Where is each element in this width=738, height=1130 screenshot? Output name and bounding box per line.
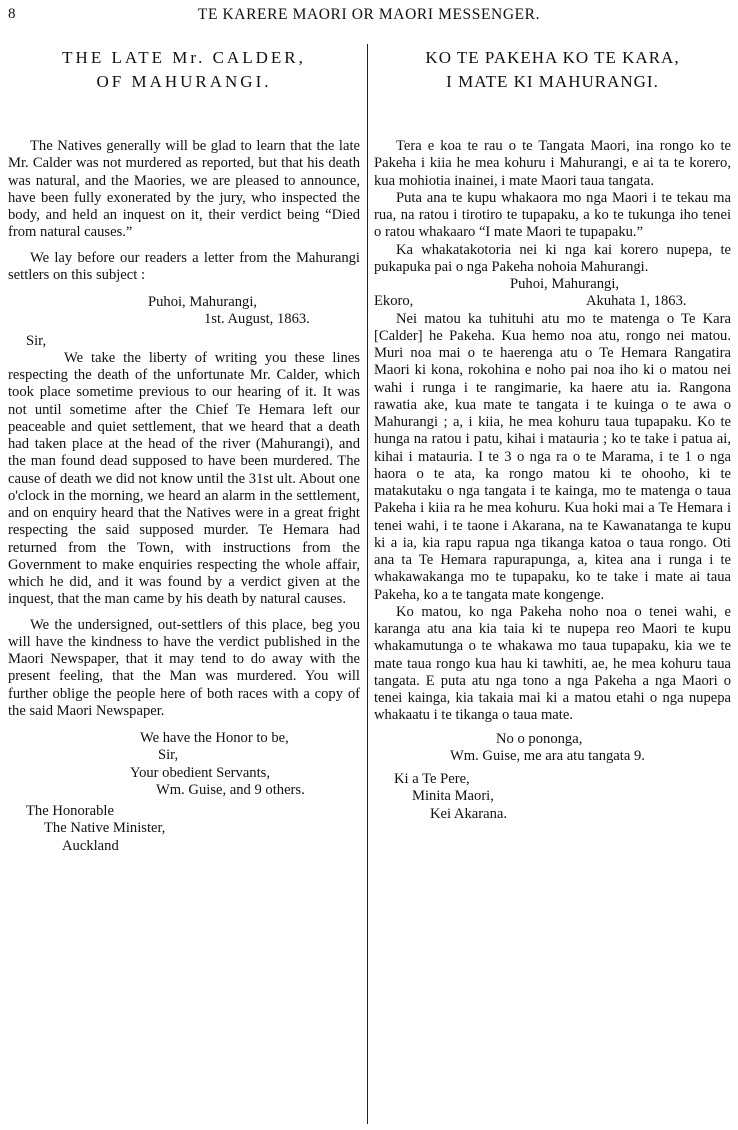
maori-signature: Wm. Guise, me ara atu tangata 9.	[450, 747, 645, 764]
maori-address-3: Kei Akarana.	[430, 805, 507, 822]
maori-article-title	[374, 46, 731, 94]
maori-paragraph-2: Puta ana te kupu whakaora mo nga Maori i te tekau ma rua, na ratou i tirotiro te tupapaku, a ko te tukunga iho tenei o ratou whakaaro “I mate Maori te tupapaku.”	[374, 189, 731, 241]
english-article-title	[8, 46, 360, 94]
english-closing-3: Your obedient Servants,	[130, 764, 270, 781]
maori-closing: No o pononga,	[496, 730, 583, 747]
english-signature: Wm. Guise, and 9 others.	[156, 781, 305, 798]
english-letter-intro: We lay before our readers a letter from the Mahurangi settlers on this subject :	[8, 249, 360, 283]
english-column	[8, 40, 360, 855]
english-address-1: The Honorable	[26, 803, 114, 819]
maori-address-2: Minita Maori,	[412, 788, 494, 805]
maori-address-1: Ki a Te Pere,	[394, 771, 470, 787]
english-intro-paragraph: The Natives generally will be glad to learn that the late Mr. Calder was not murdered as reported, but that his death was natural, and the Maories, we are pleased to announce, have been fully exonerated by the jury, who inspected the body, and held an inquest on it, their verdict being “Died from natural causes.”	[8, 138, 360, 241]
english-closing-2: Sir,	[158, 747, 179, 764]
maori-letter-body-1: Nei matou ka tuhituhi atu mo te matenga o Te Kara [Calder] he Pakeha. Kua hemo noa atu, rongo nei matou. Muri noa mai o te haerenga atu o Te Hemara Rangatira Maori ki kona, rokohina e noho pai noa iho ki o matou nei wahi i runga i te rangimarie, ka haere atu ia. Rangona rawatia ake, kua mate te tangata i te kuinga o te awa o Mahurangi ; a, i kiia, he mea kohuru taua tupapaku. Ko te hunga na ratou i patu, kihai i matauria ; ko te take i patua ai, kihai i matauria. I te 3 o nga ra o te Marama, i te 1 o nga haora o te ata, ka rongo matou ki te ohooho, ki te matakutaku o nga tangata i te kainga, mo te matenga o taua Pakeha i kiia ra he mea kohuru. Kua hoki mai a Te Hemara i tenei wahi, i te taone i Akarana, na te Kawanatanga te kupu ki a ia, kia rapu rapua nga tikanga katoa o taua rongo. Oti ana ta Te Hemara rapurapunga, a, kitea ana i runga i te whakawakanga mo te tupapaku, ko te take i mate ai taua Pakeha, ko a te tangata mate kongenge.	[374, 310, 731, 603]
english-letter-date: 1st. August, 1863.	[204, 311, 310, 328]
english-title-line-2: OF MAHURANGI.	[96, 72, 272, 91]
page-number: 8	[8, 6, 16, 22]
running-title: TE KARERE MAORI OR MAORI MESSENGER.	[197, 6, 541, 23]
english-address-3: Auckland	[62, 837, 119, 854]
maori-paragraph-3: Ka whakatakotoria nei ki nga kai korero nupepa, te pukapuka pai o nga Pakeha nohoia Mahurangi.	[374, 241, 731, 275]
english-letter-place: Puhoi, Mahurangi,	[148, 294, 258, 310]
english-letter-body-2: We the undersigned, out-settlers of this place, beg you will have the kindness to have the verdict published in the Maori Newspaper, that it may tend to do away with the present feeling, that the Man was murdered. You will further oblige the people here of both races with a copy of the said Maori Newspaper.	[8, 616, 360, 719]
maori-letter-dateline	[374, 293, 731, 310]
english-closing-1: We have the Honor to be,	[140, 730, 289, 746]
maori-letter-body-2: Ko matou, ko nga Pakeha noho noa o tenei wahi, e karanga atu ana kia taia ki te nupepa reo Maori te kupu whakamutunga o te whakawa mo taua tupapaku, kia we te mate taua rongo kua hau ki tawhiti, ae, he mea kohuru taua tangata. E puta atu nga tono a nga Pakeha a nga Maori o tenei kainga, kia takaia mai ki a matou etahi o nga nupepa whakaatu i te tikanga o taua mate.	[374, 603, 731, 724]
maori-letter-salutation: Ekoro,	[374, 293, 414, 310]
maori-letter-place: Puhoi, Mahurangi,	[510, 276, 620, 292]
maori-title-line-2: I MATE KI MAHURANGI.	[446, 72, 659, 91]
maori-letter-date: Akuhata 1, 1863.	[586, 293, 687, 310]
maori-paragraph-1: Tera e koa te rau o te Tangata Maori, ina rongo ko te Pakeha i kiia he mea kohuru i Mahurangi, e ai ta te korero, kua mohiotia inainei, i mate Maori taua tangata.	[374, 138, 731, 189]
maori-column	[374, 40, 731, 823]
english-letter-salutation: Sir,	[26, 332, 47, 349]
english-address-2: The Native Minister,	[44, 820, 166, 837]
english-letter-body-1: We take the liberty of writing you these lines respecting the death of the unfortunate Mr. Calder, which took place sometime previous to our hearing of it. It was not until sometime after the Chief Te Hemara left our peaceable and quiet settlement, that we heard that a death had taken place at the head of the river (Mahurangi), and the man found dead supposed to have been murdered. The cause of death we did not know until the 31st ult. About one o'clock in the morning, we heard an alarm in the settlement, and on enquiry heard that the Natives were in a great fright respecting the said supposed murder. Te Hemara had returned from the Town, with instructions from the Government to make enquiries respecting the whole affair, which he did, and it was found by a verdict given at the inquest, that the man came by his death by natural causes.	[8, 349, 360, 608]
page-header	[8, 6, 730, 28]
english-title-line-1: THE LATE Mr. CALDER,	[62, 48, 306, 67]
column-divider	[367, 44, 368, 1124]
maori-title-line-1: KO TE PAKEHA KO TE KARA,	[425, 48, 680, 67]
